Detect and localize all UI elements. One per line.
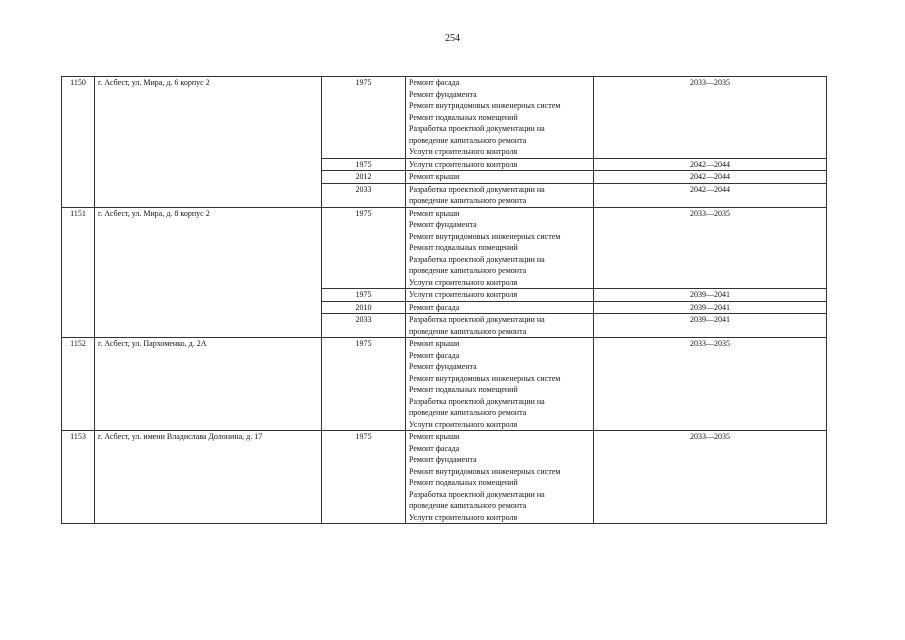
work-item: Ремонт внутридомовых инженерных систем <box>409 231 561 241</box>
work-item: Услуги строительного контроля <box>409 147 518 156</box>
year-cell: 1975 <box>322 431 406 524</box>
work-item: Ремонт крыши <box>409 172 460 181</box>
address-cell: г. Асбест, ул. Мира, д. 6 корпус 2 <box>95 77 322 208</box>
year-cell: 1975 <box>322 77 406 159</box>
row-number: 1152 <box>62 338 95 431</box>
work-item: Ремонт фундамента <box>409 455 477 464</box>
works-cell <box>406 183 594 207</box>
works-cell <box>406 314 594 338</box>
work-item: Ремонт крыши <box>409 208 460 218</box>
works-cell <box>406 158 594 171</box>
work-item: Услуги строительного контроля <box>409 159 518 169</box>
period-cell: 2042—2044 <box>594 183 827 207</box>
work-item: Ремонт фасада <box>409 302 460 312</box>
year-cell: 1975 <box>322 207 406 289</box>
period-cell: 2039—2041 <box>594 301 827 314</box>
table-body <box>62 77 827 524</box>
row-number: 1151 <box>62 207 95 338</box>
work-item: Ремонт внутридомовых инженерных систем <box>409 101 561 110</box>
table-row <box>62 338 827 431</box>
address-cell: г. Асбест, ул. имени Владислава Долонина, д. 17 <box>95 431 322 524</box>
work-item: Услуги строительного контроля <box>409 512 518 522</box>
year-cell: 1975 <box>322 289 406 302</box>
work-item: проведение капитального ремонта <box>409 135 527 145</box>
year-cell: 2033 <box>322 183 406 207</box>
period-cell: 2042—2044 <box>594 158 827 171</box>
work-item: проведение капитального ремонта <box>409 408 527 417</box>
period-cell: 2039—2041 <box>594 314 827 338</box>
table-row <box>62 431 827 524</box>
work-item: Разработка проектной документации на <box>409 396 545 406</box>
work-item: проведение капитального ремонта <box>409 266 527 275</box>
work-item: Услуги строительного контроля <box>409 419 518 429</box>
work-item: Услуги строительного контроля <box>409 290 518 299</box>
work-item: Ремонт подвальных помещений <box>409 385 518 394</box>
work-item: Ремонт фундамента <box>409 220 477 229</box>
work-item: Ремонт подвальных помещений <box>409 478 518 487</box>
works-cell <box>406 171 594 184</box>
repair-schedule-table <box>61 76 827 524</box>
work-item: Ремонт фундамента <box>409 362 477 371</box>
row-number: 1150 <box>62 77 95 208</box>
works-cell <box>406 289 594 302</box>
work-item: Ремонт крыши <box>409 339 460 348</box>
works-cell <box>406 431 594 524</box>
period-cell: 2039—2041 <box>594 289 827 302</box>
year-cell: 2033 <box>322 314 406 338</box>
year-cell: 1975 <box>322 158 406 171</box>
work-item: Разработка проектной документации на <box>409 184 545 194</box>
table-row <box>62 207 827 289</box>
work-item: Услуги строительного контроля <box>409 277 518 287</box>
work-item: Разработка проектной документации на <box>409 254 545 264</box>
works-cell <box>406 207 594 289</box>
work-item: Разработка проектной документации на <box>409 489 545 499</box>
work-item: Ремонт фасада <box>409 350 460 360</box>
work-item: Ремонт подвальных помещений <box>409 243 518 252</box>
work-item: проведение капитального ремонта <box>409 326 527 336</box>
period-cell: 2033—2035 <box>594 338 827 431</box>
period-cell: 2042—2044 <box>594 171 827 184</box>
work-item: Ремонт фасада <box>409 78 460 87</box>
year-cell: 2010 <box>322 301 406 314</box>
work-item: Ремонт фундамента <box>409 89 477 99</box>
works-cell <box>406 338 594 431</box>
works-cell <box>406 77 594 159</box>
work-item: Ремонт внутридомовых инженерных систем <box>409 373 561 383</box>
work-item: Ремонт внутридомовых инженерных систем <box>409 466 561 476</box>
year-cell: 1975 <box>322 338 406 431</box>
work-item: Разработка проектной документации на <box>409 315 545 324</box>
period-cell: 2033—2035 <box>594 431 827 524</box>
period-cell: 2033—2035 <box>594 77 827 159</box>
address-cell: г. Асбест, ул. Мира, д. 8 корпус 2 <box>95 207 322 338</box>
work-item: Ремонт подвальных помещений <box>409 112 518 122</box>
page-number: 254 <box>445 33 460 44</box>
work-item: проведение капитального ремонта <box>409 501 527 510</box>
work-item: проведение капитального ремонта <box>409 196 527 205</box>
work-item: Ремонт фасада <box>409 443 460 453</box>
table-row <box>62 77 827 159</box>
work-item: Разработка проектной документации на <box>409 124 545 133</box>
row-number: 1153 <box>62 431 95 524</box>
year-cell: 2012 <box>322 171 406 184</box>
address-cell: г. Асбест, ул. Пархоменко, д. 2А <box>95 338 322 431</box>
work-item: Ремонт крыши <box>409 432 460 441</box>
works-cell <box>406 301 594 314</box>
period-cell: 2033—2035 <box>594 207 827 289</box>
